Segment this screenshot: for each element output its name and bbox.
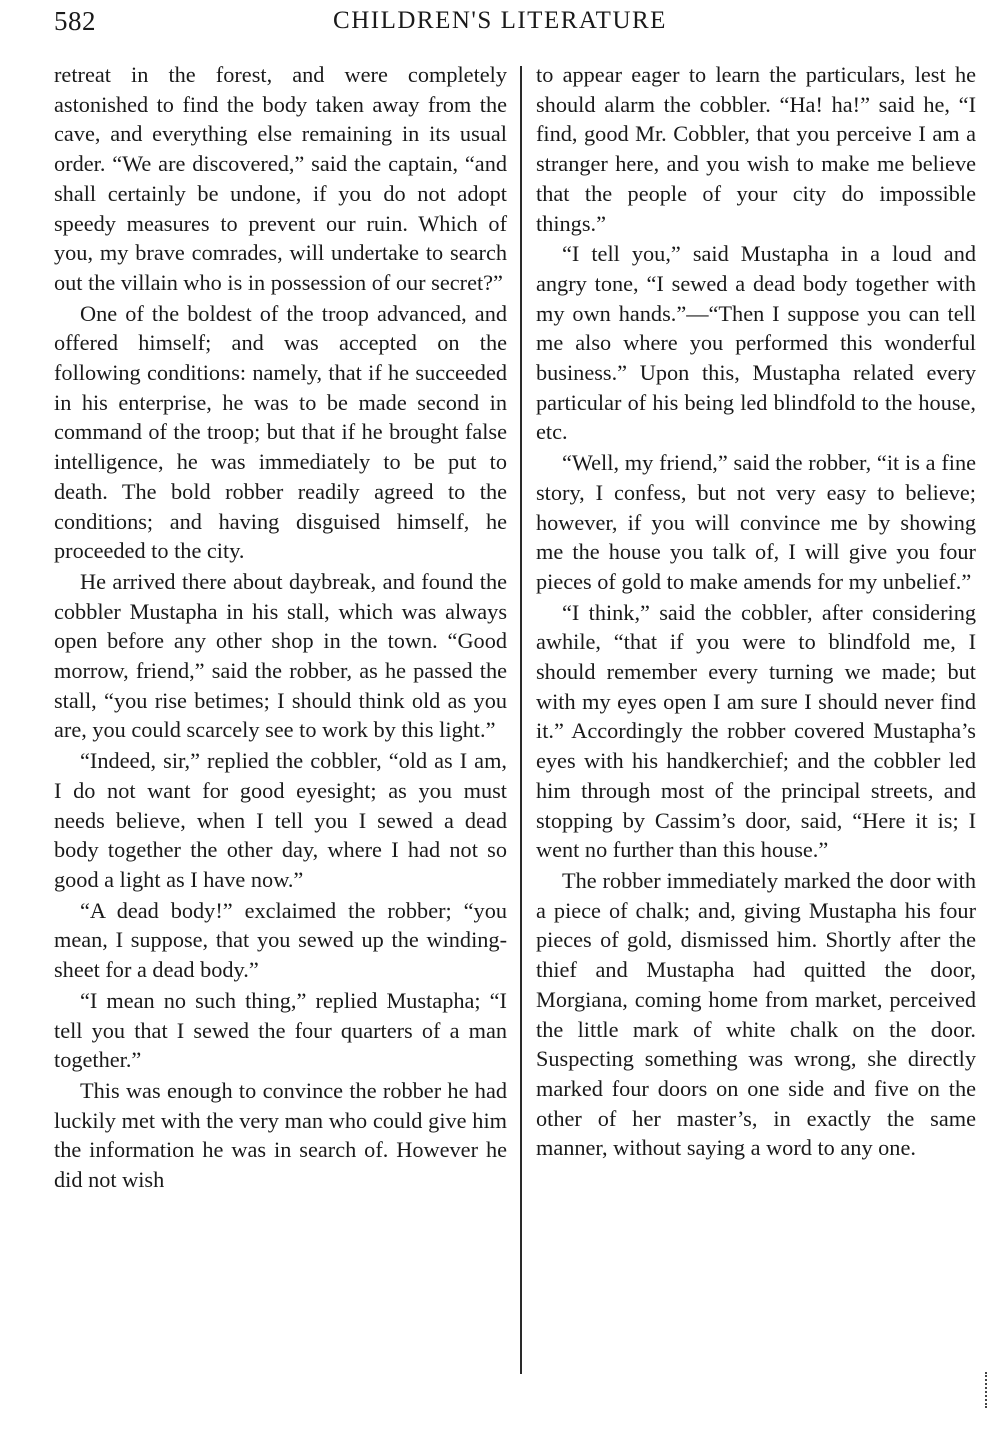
paragraph: “I tell you,” said Mustapha in a loud and angry tone, “I sewed a dead body together with my own hands.”—“Then I suppose you can tell me also where you performed this wonderful business.” Upon this, Mustapha related every particular of his being led blindfold to the house, etc.	[536, 241, 976, 445]
paragraph: “Indeed, sir,” replied the cobbler, “old as I am, I do not want for good eyesight; as you must needs believe, when I tell you I sewed a dead body together the other day, where I had not so good a light as I have now.”	[54, 748, 507, 892]
paragraph: This was enough to convince the robber he had luckily met with the very man who could give him the information he was in search of. However he did not wish	[54, 1077, 507, 1193]
paragraph: “I think,” said the cobbler, after considering awhile, “that if you were to blindfold me, I should remember every turning we made; but with my eyes open I am sure I should never find it.” Accordingly the robber covered Mustapha’s eyes with his handkerchief; and the cobbler led him through most of the principal streets, and stopping by Cassim’s door, said, “Here it is; I went no further than this house.”	[536, 599, 976, 863]
paragraph: The robber immediately marked the door with a piece of chalk; and, giving Mustapha his four pieces of gold, dismissed him. Shortly after the thief and Mustapha had quitted the door, Morgiana, coming home from market, perceived the little mark of white chalk on the door. Suspecting something was wrong, she directly marked four doors on one side and five on the other of her master’s, in exactly the same manner, without saying a word to any one.	[536, 867, 976, 1161]
paragraph: He arrived there about daybreak, and found the cobbler Mustapha in his stall, which was always open before any other shop in the town. “Good morrow, friend,” said the robber, as he passed the stall, “you rise betimes; I should think old as you are, you could scarcely see to work by this light.”	[54, 568, 507, 743]
paragraph: One of the boldest of the troop advanced, and offered himself; and was accepted on the following conditions: namely, that if he succeeded in his enterprise, he was to be made second in command of the troop; but that if he brought false intelligence, he was immediately to be put to death. The bold robber readily agreed to the conditions; and having disguised himself, he proceeded to the city.	[54, 300, 507, 564]
right-column	[536, 60, 976, 1163]
column-divider	[520, 66, 522, 1374]
paragraph: “A dead body!” exclaimed the robber; “you mean, I suppose, that you sewed up the winding-sheet for a dead body.”	[54, 897, 507, 983]
left-column	[54, 60, 507, 1195]
page-edge-mark	[985, 1372, 989, 1408]
running-head: CHILDREN'S LITERATURE	[333, 7, 667, 34]
paragraph: “Well, my friend,” said the robber, “it is a fine story, I confess, but not very easy to believe; however, if you will convince me by showing me the house you talk of, I will give you four pieces of gold to make amends for my unbelief.”	[536, 450, 976, 594]
paragraph: retreat in the forest, and were completely astonished to find the body taken away from the cave, and everything else remaining in its usual order. “We are discovered,” said the captain, “and shall certainly be undone, if you do not adopt speedy measures to prevent our ruin. Which of you, my brave comrades, will undertake to search out the villain who is in possession of our secret?”	[54, 62, 507, 295]
paragraph: to appear eager to learn the particulars, lest he should alarm the cobbler. “Ha! ha!” said he, “I find, good Mr. Cobbler, that you perceive I am a stranger here, and you wish to make me believe that the people of your city do impossible things.”	[536, 62, 976, 236]
paragraph: “I mean no such thing,” replied Mustapha; “I tell you that I sewed the four quarters of a man together.”	[54, 987, 507, 1073]
page-number: 582	[54, 6, 96, 36]
